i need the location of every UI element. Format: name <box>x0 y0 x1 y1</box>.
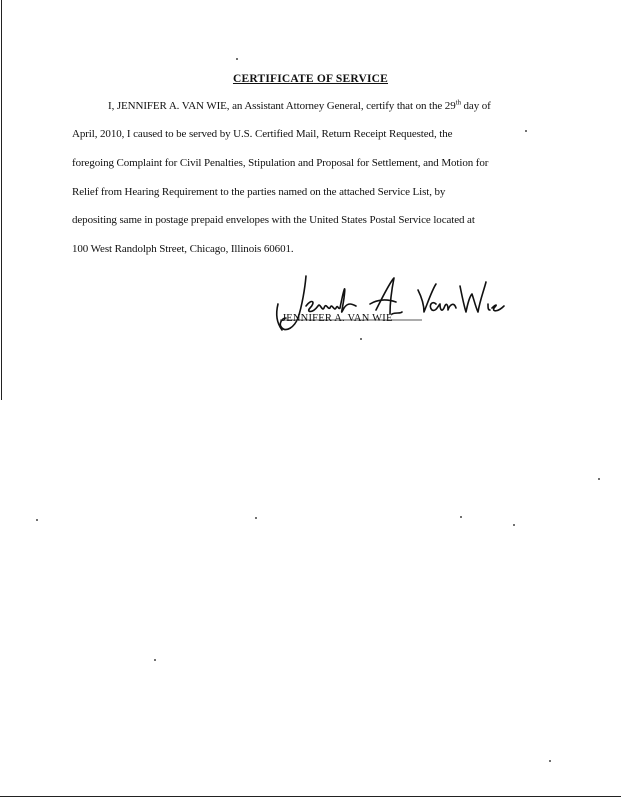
body-line-1 <box>108 100 491 112</box>
body-line-3: foregoing Complaint for Civil Penalties, Stipulation and Proposal for Settlement, and Motion for <box>72 157 489 169</box>
body-line-4: Relief from Hearing Requirement to the parties named on the attached Service List, by <box>72 186 446 198</box>
scan-speck <box>255 517 257 519</box>
scan-speck <box>598 478 600 480</box>
handwritten-signature <box>272 268 512 338</box>
scan-speck <box>360 338 362 340</box>
page-left-edge-line <box>1 0 2 400</box>
scan-speck <box>460 516 462 518</box>
scan-speck <box>36 519 38 521</box>
scan-speck <box>236 58 238 60</box>
document-title: CERTIFICATE OF SERVICE <box>232 73 389 85</box>
page-bottom-edge-line <box>0 796 621 797</box>
scan-speck <box>549 760 551 762</box>
body-line-6: 100 West Randolph Street, Chicago, Illinois 60601. <box>72 243 294 255</box>
body-line-1-tail: day of <box>460 100 491 112</box>
body-line-5: depositing same in postage prepaid envelopes with the United States Postal Service located at <box>72 214 475 226</box>
body-line-2: April, 2010, I caused to be served by U.S. Certified Mail, Return Receipt Requested, the <box>72 128 453 140</box>
scan-speck <box>154 659 156 661</box>
scan-speck <box>513 524 515 526</box>
body-line-1-text: I, JENNIFER A. VAN WIE, an Assistant Attorney General, certify that on the 29 <box>108 100 456 112</box>
signer-printed-name: JENNIFER A. VAN WIE <box>282 313 393 324</box>
day-superscript: th <box>455 98 461 107</box>
scan-speck <box>525 130 527 132</box>
